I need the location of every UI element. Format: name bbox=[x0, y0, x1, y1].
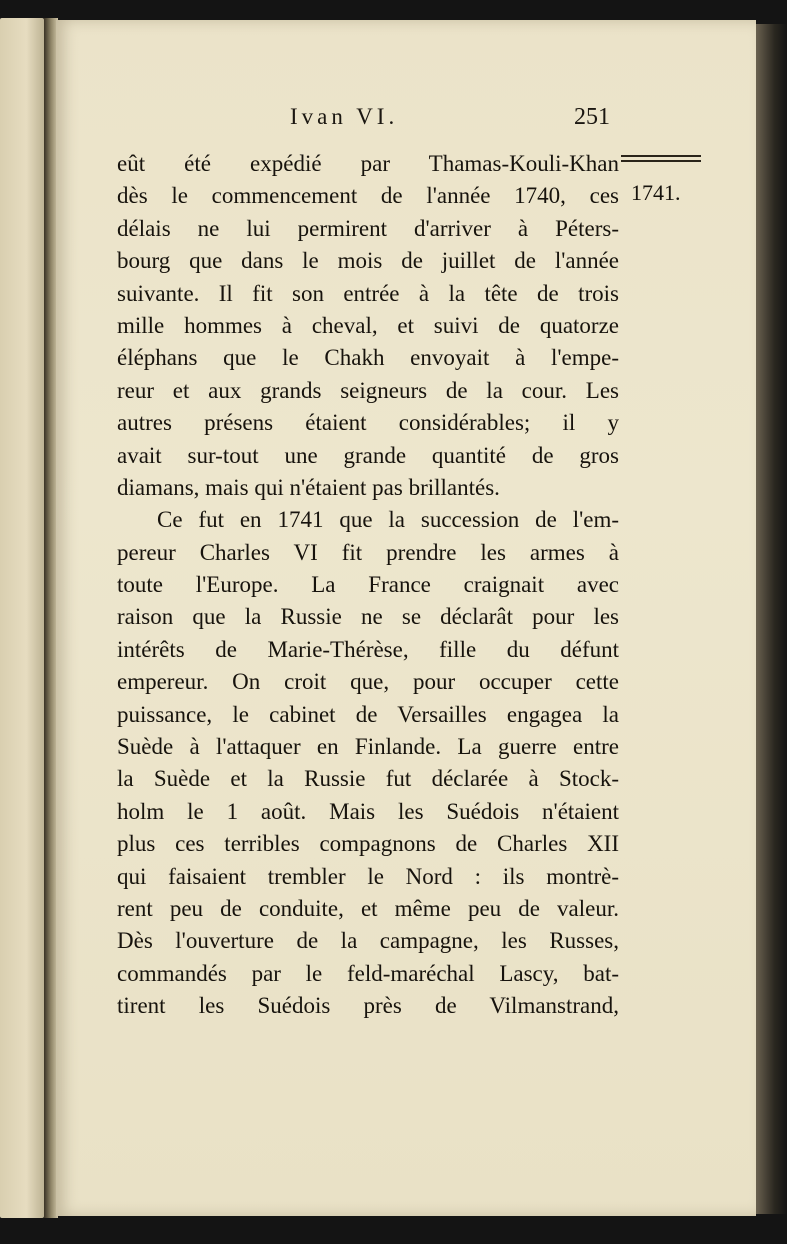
text-line: empereur. On croit que, pour occuper cette bbox=[117, 669, 619, 695]
text-line: plus ces terribles compagnons de Charles XII bbox=[117, 831, 619, 857]
text-line: Dès l'ouverture de la campagne, les Russes, bbox=[117, 928, 619, 954]
text-line: qui faisaient trembler le Nord : ils montrè- bbox=[117, 863, 619, 889]
running-head bbox=[0, 104, 787, 136]
text-line: suivante. Il fit son entrée à la tête de trois bbox=[117, 280, 619, 306]
body-text bbox=[117, 148, 619, 1023]
text-line: mille hommes à cheval, et suivi de quatorze bbox=[117, 312, 619, 338]
margin-year-note: 1741. bbox=[631, 180, 681, 205]
text-line: autres présens étaient considérables; il y bbox=[117, 410, 619, 436]
page-edge-shadow bbox=[756, 24, 787, 1214]
text-line: raison que la Russie ne se déclarât pour les bbox=[117, 604, 619, 630]
text-line: rent peu de conduite, et même peu de valeur. bbox=[117, 895, 619, 921]
text-line: diamans, mais qui n'étaient pas brillantés. bbox=[117, 474, 500, 500]
page-number: 251 bbox=[574, 104, 610, 130]
text-line: dès le commencement de l'année 1740, ces bbox=[117, 183, 619, 209]
text-line: Ce fut en 1741 que la succession de l'em- bbox=[157, 507, 619, 533]
text-line: la Suède et la Russie fut déclarée à Stock- bbox=[117, 766, 619, 792]
text-line: Suède à l'attaquer en Finlande. La guerre entre bbox=[117, 734, 619, 760]
text-line: délais ne lui permirent d'arriver à Péters- bbox=[117, 215, 619, 241]
text-line: éléphans que le Chakh envoyait à l'empe- bbox=[117, 345, 619, 371]
text-line: intérêts de Marie-Thérèse, fille du défunt bbox=[117, 636, 619, 662]
running-title: Ivan VI. bbox=[290, 104, 399, 129]
facing-page-edge bbox=[0, 18, 44, 1218]
text-line: pereur Charles VI fit prendre les armes à bbox=[117, 539, 619, 565]
text-line: toute l'Europe. La France craignait avec bbox=[117, 572, 619, 598]
text-line: eût été expédié par Thamas-Kouli-Khan bbox=[117, 151, 619, 176]
text-line: commandés par le feld-maréchal Lascy, bat- bbox=[117, 960, 619, 986]
text-line: bourg que dans le mois de juillet de l'année bbox=[117, 248, 619, 274]
marginal-rule bbox=[621, 155, 701, 163]
text-line: holm le 1 août. Mais les Suédois n'étaient bbox=[117, 798, 619, 824]
text-line: reur et aux grands seigneurs de la cour. Les bbox=[117, 377, 619, 403]
text-line: avait sur-tout une grande quantité de gros bbox=[117, 442, 619, 468]
text-line: tirent les Suédois près de Vilmanstrand, bbox=[117, 993, 619, 1019]
text-line: puissance, le cabinet de Versailles engagea la bbox=[117, 701, 619, 727]
